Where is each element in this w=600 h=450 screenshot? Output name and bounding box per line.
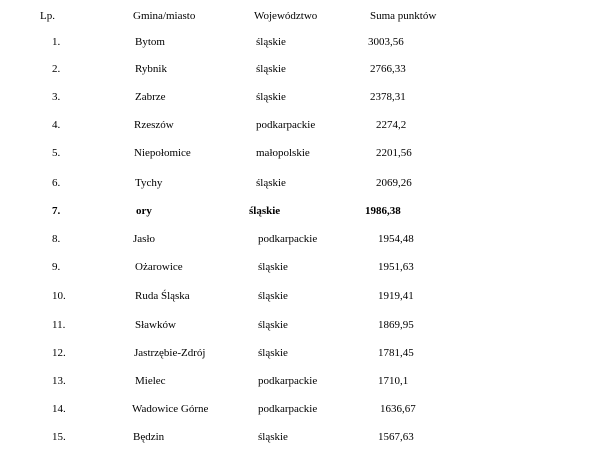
row-suma: 1567,63 bbox=[378, 431, 414, 443]
row-gmina: Ożarowice bbox=[135, 261, 183, 273]
header-wojewodztwo: Województwo bbox=[254, 10, 318, 22]
row-suma: 1710,1 bbox=[378, 375, 409, 387]
row-wojewodztwo: śląskie bbox=[256, 177, 286, 189]
row-wojewodztwo: śląskie bbox=[256, 63, 286, 75]
row-suma: 1781,45 bbox=[378, 347, 414, 359]
row-wojewodztwo: śląskie bbox=[258, 261, 288, 273]
row-suma: 1869,95 bbox=[378, 319, 414, 331]
row-suma: 2378,31 bbox=[370, 91, 406, 103]
row-suma: 2766,33 bbox=[370, 63, 406, 75]
row-gmina: Ruda Śląska bbox=[135, 290, 190, 302]
row-wojewodztwo: podkarpackie bbox=[258, 403, 318, 415]
row-wojewodztwo: podkarpackie bbox=[258, 233, 318, 245]
row-gmina: ory bbox=[136, 205, 152, 217]
row-suma: 1919,41 bbox=[378, 290, 414, 302]
row-lp: 12. bbox=[52, 347, 66, 359]
row-lp: 9. bbox=[52, 261, 61, 273]
row-suma: 2069,26 bbox=[376, 177, 412, 189]
row-lp: 2. bbox=[52, 63, 61, 75]
row-suma: 3003,56 bbox=[368, 36, 404, 48]
row-gmina: Mielec bbox=[135, 375, 166, 387]
row-gmina: Zabrze bbox=[135, 91, 166, 103]
row-suma: 1636,67 bbox=[380, 403, 416, 415]
header-lp: Lp. bbox=[40, 10, 55, 22]
row-lp: 1. bbox=[52, 36, 61, 48]
row-gmina: Rybnik bbox=[135, 63, 167, 75]
row-wojewodztwo: śląskie bbox=[258, 347, 288, 359]
row-wojewodztwo: śląskie bbox=[258, 290, 288, 302]
row-wojewodztwo: śląskie bbox=[256, 91, 286, 103]
row-wojewodztwo: śląskie bbox=[258, 319, 288, 331]
row-gmina: Wadowice Górne bbox=[132, 403, 209, 415]
row-gmina: Jasło bbox=[133, 233, 155, 245]
row-suma: 2201,56 bbox=[376, 147, 412, 159]
row-lp: 13. bbox=[52, 375, 66, 387]
row-gmina: Tychy bbox=[135, 177, 163, 189]
row-gmina: Sławków bbox=[135, 319, 176, 331]
row-gmina: Niepołomice bbox=[134, 147, 191, 159]
row-lp: 4. bbox=[52, 119, 61, 131]
row-wojewodztwo: śląskie bbox=[256, 36, 286, 48]
row-suma: 1986,38 bbox=[365, 205, 401, 217]
row-wojewodztwo: śląskie bbox=[249, 205, 281, 217]
header-suma: Suma punktów bbox=[370, 10, 437, 22]
row-lp: 10. bbox=[52, 290, 66, 302]
row-wojewodztwo: podkarpackie bbox=[258, 375, 318, 387]
row-gmina: Rzeszów bbox=[134, 119, 174, 131]
header-gmina: Gmina/miasto bbox=[133, 10, 196, 22]
row-lp: 3. bbox=[52, 91, 61, 103]
row-gmina: Będzin bbox=[133, 431, 165, 443]
row-lp: 15. bbox=[52, 431, 66, 443]
row-gmina: Bytom bbox=[135, 36, 165, 48]
row-gmina: Jastrzębie-Zdrój bbox=[134, 347, 206, 359]
row-lp: 8. bbox=[52, 233, 61, 245]
row-lp: 6. bbox=[52, 177, 61, 189]
row-wojewodztwo: małopolskie bbox=[256, 147, 310, 159]
row-suma: 1951,63 bbox=[378, 261, 414, 273]
row-suma: 1954,48 bbox=[378, 233, 414, 245]
row-lp: 7. bbox=[52, 205, 61, 217]
row-lp: 11. bbox=[52, 319, 66, 331]
row-suma: 2274,2 bbox=[376, 119, 407, 131]
row-wojewodztwo: podkarpackie bbox=[256, 119, 316, 131]
row-lp: 14. bbox=[52, 403, 66, 415]
row-lp: 5. bbox=[52, 147, 61, 159]
row-wojewodztwo: śląskie bbox=[258, 431, 288, 443]
